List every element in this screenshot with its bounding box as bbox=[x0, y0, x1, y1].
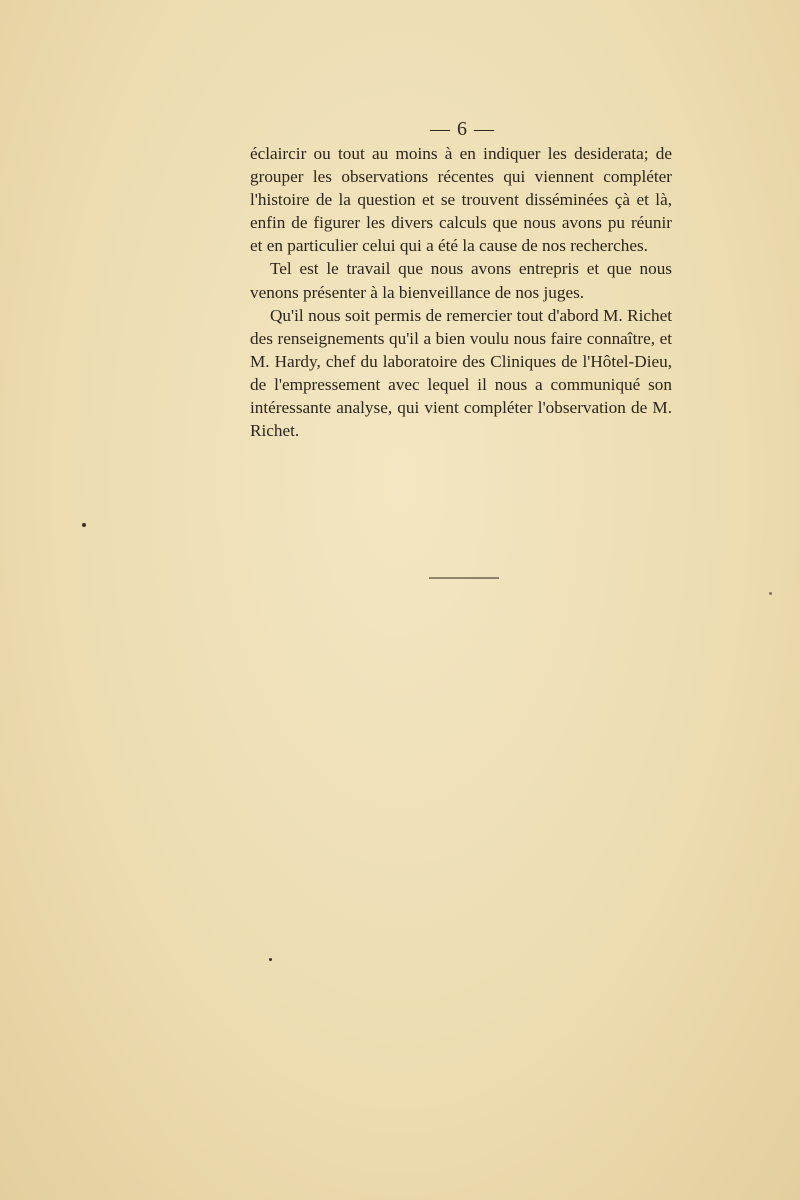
paper-speck bbox=[82, 523, 86, 527]
show-through-texture bbox=[220, 480, 690, 860]
paragraph-2: Tel est le travail que nous avons entrepris et que nous venons présenter à la bienveillance de nos juges. bbox=[250, 259, 672, 302]
paper-speck bbox=[769, 592, 772, 595]
page-number: — 6 — bbox=[430, 118, 495, 140]
paragraph-3: Qu'il nous soit permis de remercier tout d'abord M. Richet des renseignements qu'il a bien voulu nous faire connaître, et M. Hardy, chef du laboratoire des Cliniques de l'Hôtel-Dieu, de l'empressement avec lequel il nous a communiqué son intéressante analyse, qui vient compléter l'observation de M. Richet. bbox=[250, 305, 672, 441]
body-text bbox=[250, 142, 672, 442]
paper-speck bbox=[269, 958, 272, 961]
paragraph-1: éclaircir ou tout au moins à en indiquer les desiderata; de grouper les observations récentes qui viennent compléter l'histoire de la question et se trouvent disséminées çà et là, enfin de figurer les divers calculs que nous avons pu réunir et en particulier celui qui a été la cause de nos recherches. bbox=[250, 144, 672, 256]
show-through-rule bbox=[429, 577, 499, 579]
